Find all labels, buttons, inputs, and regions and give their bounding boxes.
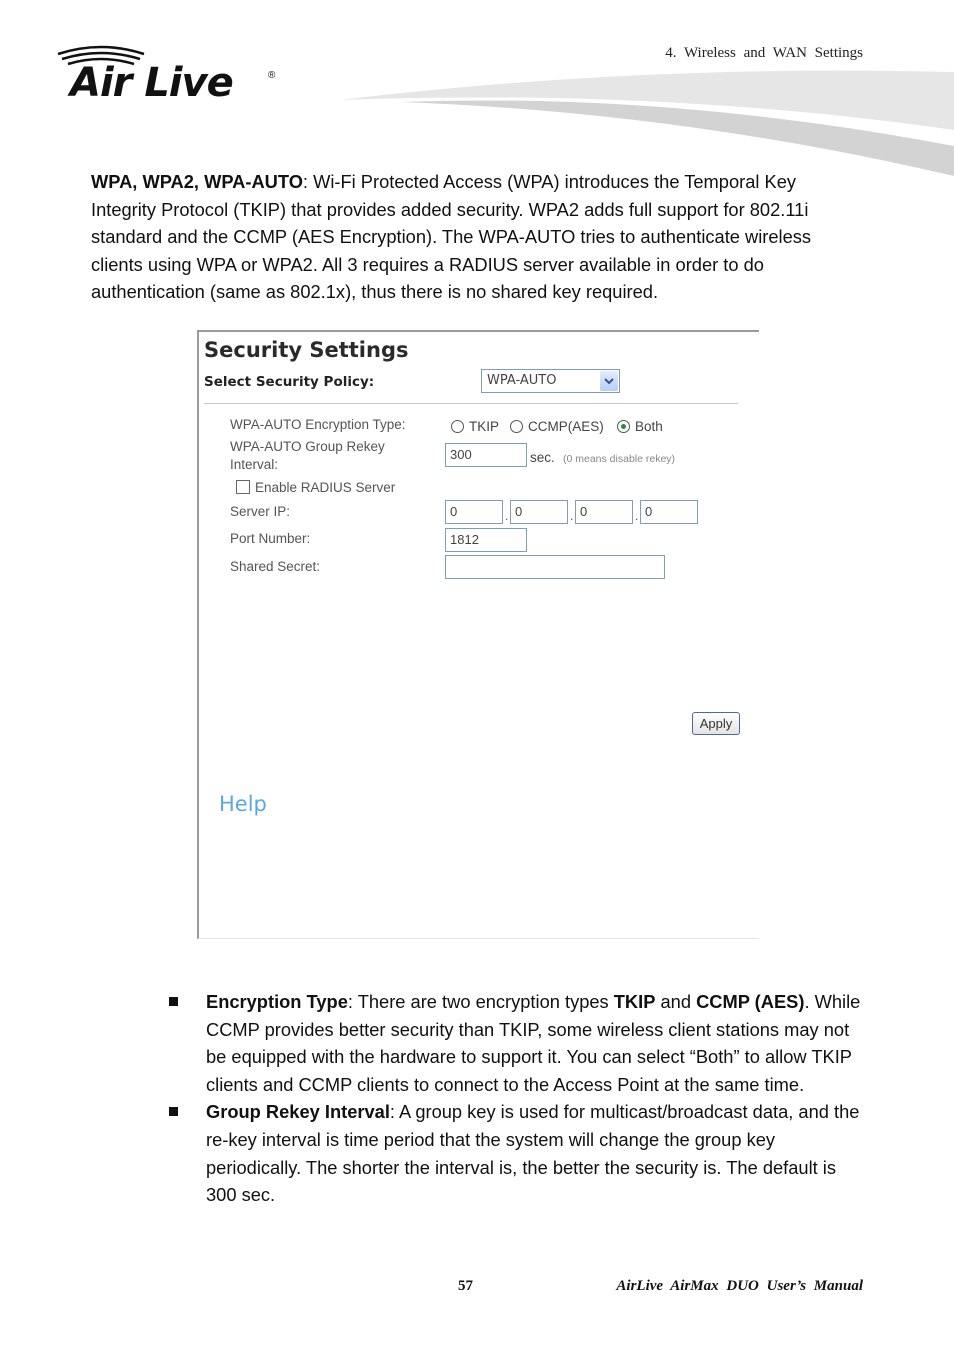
bullet-text: : A group key is used for multicast/broadcast data, and the re-key interval is time period that the system will change the group key periodically. The shorter the interval is, the better the security is. The default is 300 sec. xyxy=(206,1101,860,1206)
rekey-unit: sec. xyxy=(530,450,555,465)
security-policy-label: Select Security Policy: xyxy=(204,374,375,390)
apply-button[interactable]: Apply xyxy=(692,712,740,735)
ip-separator: . xyxy=(570,509,574,523)
page-number: 57 xyxy=(458,1278,473,1294)
rekey-label-line1: WPA-AUTO Group Rekey xyxy=(230,439,385,454)
rekey-interval-input[interactable]: 300 xyxy=(445,443,527,467)
radio-ccmp-label: CCMP(AES) xyxy=(528,419,604,434)
security-settings-title: Security Settings xyxy=(204,338,409,362)
help-link[interactable]: Help xyxy=(219,792,267,816)
server-ip-octet-1[interactable]: 0 xyxy=(445,500,503,524)
bullet-text: : There are two encryption types xyxy=(347,991,614,1012)
radio-ccmp[interactable] xyxy=(510,420,523,433)
radio-tkip[interactable] xyxy=(451,420,464,433)
header-swoosh-graphic xyxy=(340,68,954,183)
bullet-term: Encryption Type xyxy=(206,991,348,1012)
security-settings-screenshot xyxy=(197,330,759,939)
port-number-input[interactable]: 1812 xyxy=(445,528,527,552)
rekey-note: (0 means disable rekey) xyxy=(563,453,676,465)
encryption-type-label: WPA-AUTO Encryption Type: xyxy=(230,417,406,432)
manual-title: AirLive AirMax DUO User’s Manual xyxy=(616,1278,863,1294)
list-item xyxy=(166,1098,866,1208)
server-ip-octet-2[interactable]: 0 xyxy=(510,500,568,524)
port-number-label: Port Number: xyxy=(230,531,311,546)
radio-tkip-label: TKIP xyxy=(469,419,500,434)
enable-radius-label: Enable RADIUS Server xyxy=(255,480,396,495)
shared-secret-input[interactable] xyxy=(445,555,665,579)
security-policy-value: WPA-AUTO xyxy=(487,373,557,388)
rekey-label-line2: Interval: xyxy=(230,457,279,472)
enable-radius-checkbox[interactable] xyxy=(236,480,250,494)
bullet-text: . While CCMP provides better security than TKIP, some wireless client stations may not be equipped with the hardware to support it. You can select “Both” to allow TKIP clients and CCMP clients to connect to the Access Point at the same time. xyxy=(206,991,861,1095)
server-ip-octet-3[interactable]: 0 xyxy=(575,500,633,524)
ip-separator: . xyxy=(635,509,639,523)
bullet-bold-term: TKIP xyxy=(613,991,656,1012)
bullet-square-icon xyxy=(169,1107,178,1116)
shared-secret-label: Shared Secret: xyxy=(230,559,321,574)
radio-both[interactable] xyxy=(617,420,630,433)
logo-registered-mark: ® xyxy=(268,70,276,81)
server-ip-octet-4[interactable]: 0 xyxy=(640,500,698,524)
chevron-down-icon[interactable] xyxy=(600,371,618,391)
bullet-square-icon xyxy=(169,997,178,1006)
airlive-logo xyxy=(56,42,286,112)
server-ip-label: Server IP: xyxy=(230,504,291,519)
intro-term: WPA, WPA2, WPA-AUTO xyxy=(91,171,303,192)
section-divider xyxy=(204,403,738,404)
intro-paragraph xyxy=(91,168,866,306)
bullet-term: Group Rekey Interval xyxy=(206,1101,390,1123)
ip-separator: . xyxy=(505,509,509,523)
radio-both-label: Both xyxy=(635,419,663,434)
list-item xyxy=(166,988,866,1098)
bullet-bold-term: CCMP (AES) xyxy=(696,991,805,1012)
intro-text: : Wi-Fi Protected Access (WPA) introduces the Temporal Key Integrity Protocol (TKIP) that provides added security. WPA2 adds full support for 802.11i standard and the CCMP (AES Encryption). The WPA-AUTO tries to authenticate wireless clients using WPA or WPA2. All 3 requires a RADIUS server available in order to do authentication (same as 802.1x), thus there is no shared key required. xyxy=(91,171,812,302)
chapter-heading: 4. Wireless and WAN Settings xyxy=(665,45,863,61)
logo-text: Air Live xyxy=(70,60,233,106)
security-policy-select[interactable] xyxy=(481,369,620,393)
bullet-text: and xyxy=(655,991,697,1012)
bullet-list xyxy=(166,988,866,1209)
